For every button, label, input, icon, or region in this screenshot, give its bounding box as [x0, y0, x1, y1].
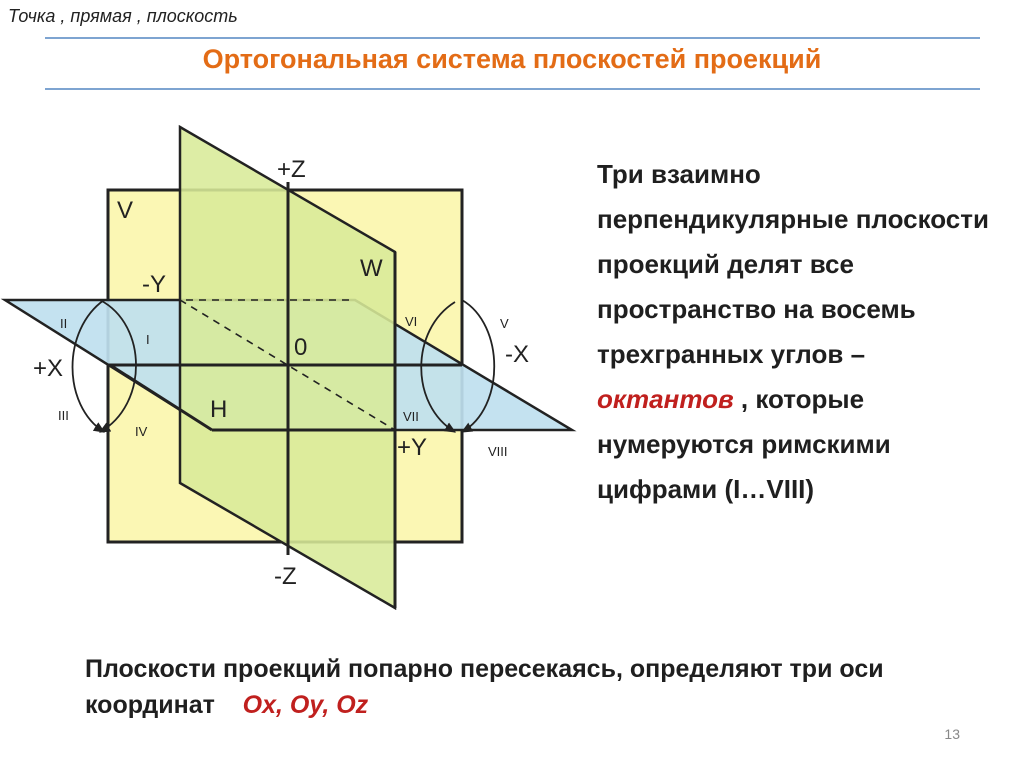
v-plane-label: V: [117, 197, 134, 224]
h-plane-label: H: [210, 396, 228, 423]
octant-label: IV: [135, 424, 148, 439]
minus-y-label: -Y: [142, 271, 166, 298]
plus-y-label: +Y: [397, 434, 428, 461]
coordinate-axes: Ox, Oy, Oz: [242, 691, 369, 719]
description-text: [597, 152, 1007, 512]
description-highlight: октантов: [597, 384, 734, 414]
minus-z-label: -Z: [274, 563, 297, 590]
octant-label: II: [60, 316, 68, 331]
description-part2: , которые нумеруются римскими цифрами (I…VIII): [597, 384, 891, 504]
bottom-text: Плоскости проекций попарно пересекаясь, определяют три оси координат: [85, 655, 884, 719]
description-part1: Три взаимно перпендикулярные плоскости проекций делят все пространство на восемь трехгранных углов –: [597, 159, 989, 369]
octant-label: VII: [403, 409, 419, 424]
bottom-statement: [85, 651, 985, 723]
octant-label: VIII: [488, 444, 508, 459]
octant-label: III: [58, 408, 69, 423]
projection-planes-diagram: [0, 110, 590, 610]
octant-label: I: [146, 332, 150, 347]
octant-label: VI: [405, 314, 418, 329]
minus-x-label: -X: [505, 341, 529, 368]
header-divider: [45, 37, 980, 39]
title-divider: [45, 88, 980, 90]
header-label: Точка , прямая , плоскость: [8, 6, 238, 26]
w-plane-label: W: [360, 255, 383, 282]
plus-x-label: +X: [33, 355, 64, 382]
plus-z-label: +Z: [277, 156, 306, 183]
origin-label: 0: [294, 334, 308, 361]
octant-label: V: [500, 316, 509, 331]
page-number: 13: [944, 726, 960, 742]
slide-title: Ортогональная система плоскостей проекций: [202, 44, 822, 74]
